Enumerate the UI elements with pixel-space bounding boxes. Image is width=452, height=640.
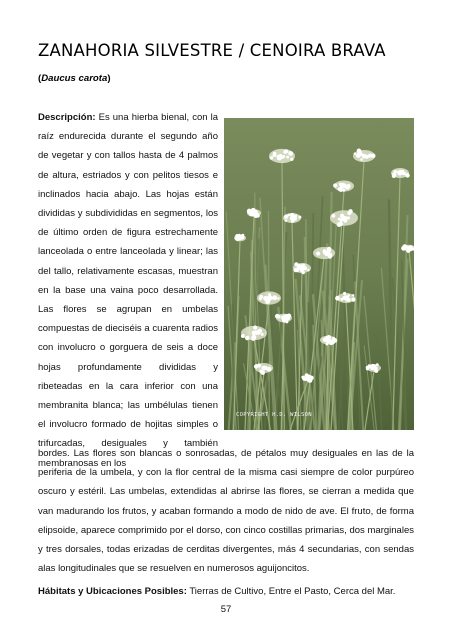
grass-blade <box>308 302 309 430</box>
habitat-label: Hábitats y Ubicaciones Posibles: <box>38 586 187 597</box>
habitat-text: Tierras de Cultivo, Entre el Pasto, Cerca del Mar. <box>189 586 396 597</box>
page-title: ZANAHORIA SILVESTRE / CENOIRA BRAVA <box>38 41 386 60</box>
scientific-name-text: Daucus carota <box>41 73 108 84</box>
scientific-name-close: ) <box>107 73 111 84</box>
plant-photo <box>224 118 414 430</box>
scientific-name-open: ( <box>38 73 42 84</box>
umbel-flower-head <box>234 234 246 242</box>
description-paragraph <box>38 108 218 473</box>
page-number: 57 <box>220 604 232 615</box>
scientific-name <box>38 73 111 84</box>
umbel-flower-head <box>269 149 295 163</box>
umbel-flower-head <box>257 291 281 304</box>
photo-watermark: COPYRIGHT H.D. WILSON <box>236 412 312 418</box>
description-label: Descripción: <box>38 112 96 123</box>
habitat-line <box>38 586 414 597</box>
wild-carrot-illustration <box>224 118 414 430</box>
description-continuation: bordes. Las flores son blancas o sonrosadas, de pétalos muy desiguales en las de la periferia de la umbela, y con la flor central de la misma casi siempre de color purpúreo oscuro y estéril. Las umbelas, extendidas al abrirse las flores, se cierran a medida que van madurando los frutos, y acaban formando a modo de nido de ave. El fruto, de forma elipsoide, aparece comprimido por el dorso, con cinco costillas primarias, dos marginales y tres dorsales, todas erizadas de cerditas divergentes, más 4 secundarias, con sendas alas longitudinales que se resuelven en numerosos aguijoncitos. <box>38 448 414 575</box>
description-wrapped-text: Es una hierba bienal, con la raíz endurecida durante el segundo año de vegetar y con tallos hasta de 4 palmos de altura, estriados y con pelitos tiesos e inclinados hacia abajo. Las hojas están divididas y subdivididas en segmentos, los de último orden de figura estrechamente lanceolada o entre lanceolada y linear; las del tallo, relativamente escasas, muestran en la base una vaina poco desarrollada. Las flores se agrupan en umbelas compuestas de dieciséis a cuarenta radios con involucro o gorguera de seis a doce hojas profundamente divididas y ribeteadas en la cara inferior con una membranita blanca; las umbélulas tienen el involucro formado de hojitas simples o trifurcadas, desiguales y también membranosas en los <box>38 112 219 469</box>
